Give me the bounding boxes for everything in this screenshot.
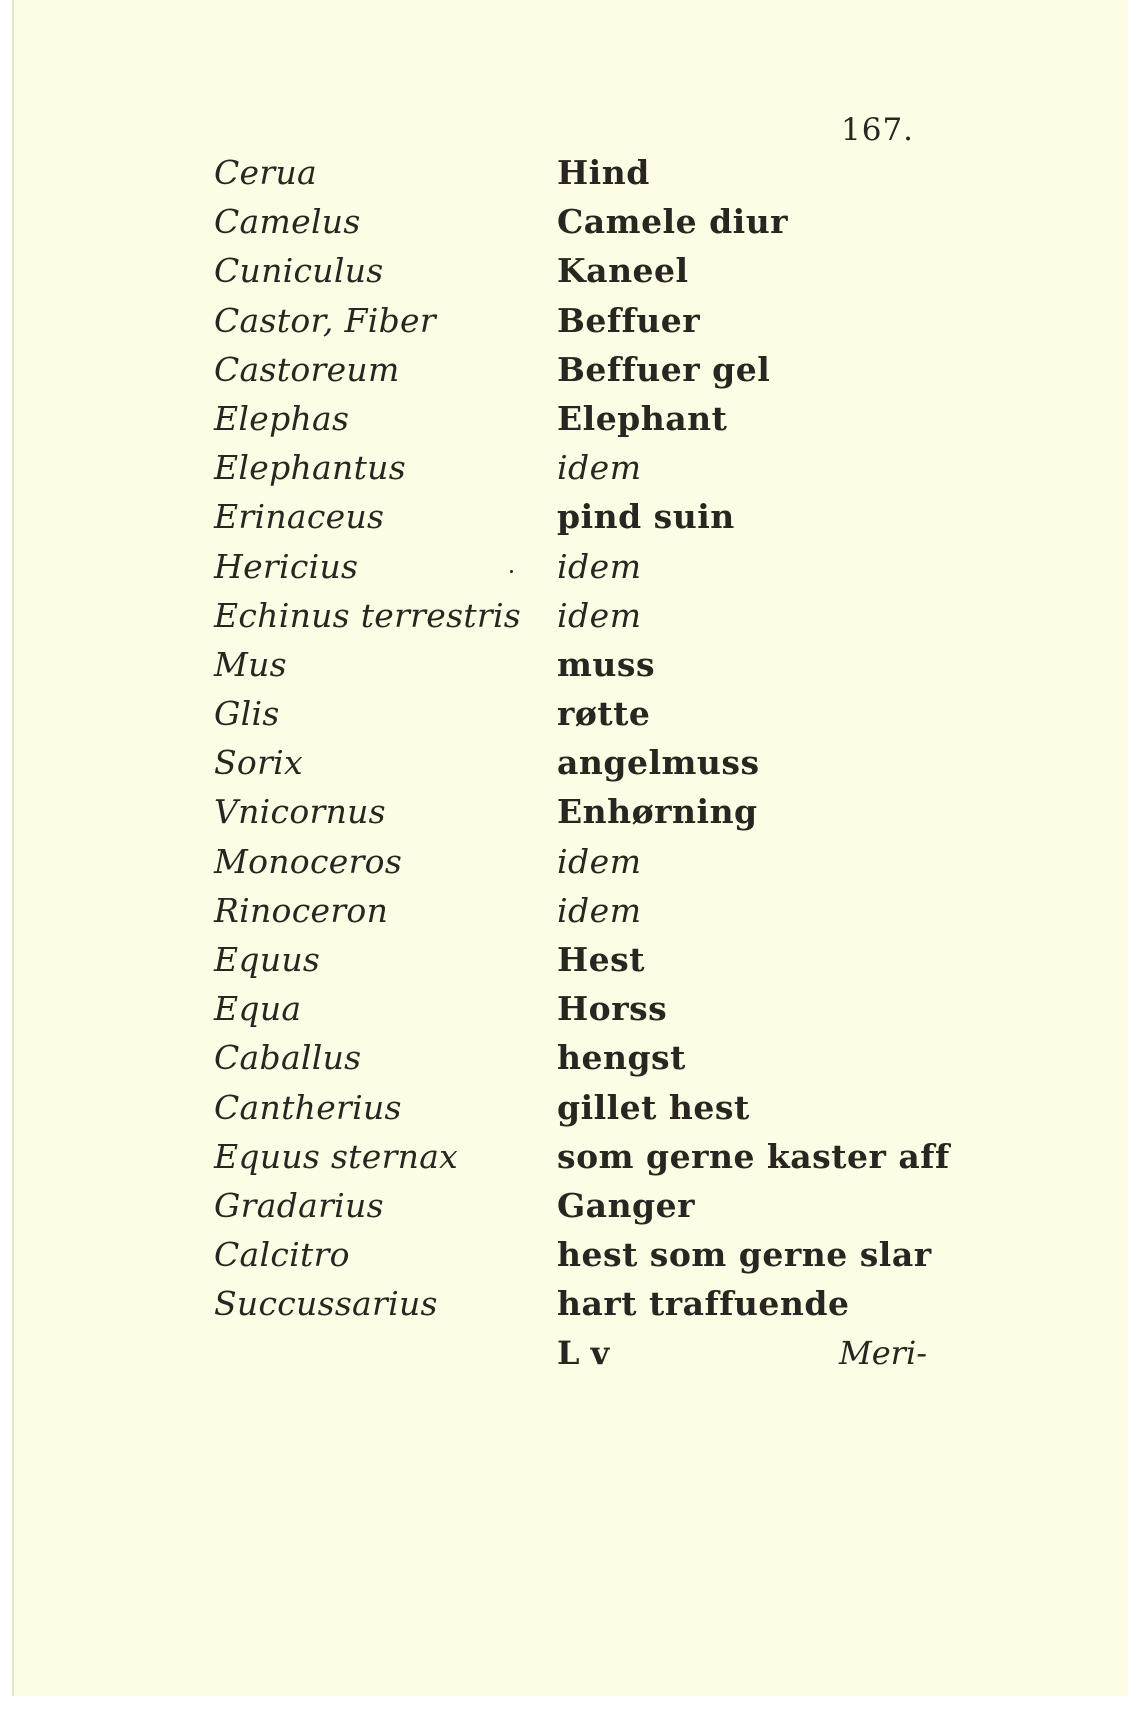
latin-term: Succussarius bbox=[214, 1284, 438, 1324]
page-number: 167. bbox=[841, 112, 915, 148]
latin-term: Camelus bbox=[214, 202, 361, 242]
danish-term: Enhørning bbox=[557, 792, 758, 832]
latin-term: Elephantus bbox=[214, 448, 406, 488]
glossary-row bbox=[214, 738, 934, 787]
glossary-row bbox=[214, 148, 934, 197]
latin-term: Castor, Fiber bbox=[214, 300, 436, 340]
ink-speck bbox=[510, 570, 513, 573]
danish-term: Ganger bbox=[557, 1185, 696, 1225]
latin-term: Equus sternax bbox=[214, 1136, 459, 1176]
danish-term: idem bbox=[557, 595, 642, 635]
glossary-row bbox=[214, 345, 934, 394]
glossary-row bbox=[214, 296, 934, 345]
glossary-row bbox=[214, 591, 934, 640]
latin-term: Calcitro bbox=[214, 1235, 350, 1275]
glossary-list bbox=[214, 148, 950, 1329]
danish-term: pind suin bbox=[557, 497, 735, 537]
glossary-row bbox=[214, 1279, 934, 1328]
latin-term: Castoreum bbox=[214, 349, 400, 389]
latin-term: Cantherius bbox=[214, 1087, 402, 1127]
latin-term: Caballus bbox=[214, 1038, 362, 1078]
latin-term: Echinus terrestris bbox=[214, 595, 522, 635]
latin-term: Vnicornus bbox=[214, 792, 386, 832]
danish-term: idem bbox=[557, 841, 642, 881]
danish-term: Kaneel bbox=[557, 251, 689, 291]
danish-term: som gerne kaster aff bbox=[557, 1136, 950, 1176]
glossary-row bbox=[214, 542, 934, 591]
latin-term: Hericius bbox=[214, 546, 359, 586]
danish-term: Elephant bbox=[557, 398, 728, 438]
danish-term: røtte bbox=[557, 694, 651, 734]
danish-term: hest som gerne slar bbox=[557, 1235, 932, 1275]
glossary-row bbox=[214, 787, 934, 836]
catchword: Meri- bbox=[838, 1334, 927, 1372]
latin-term: Glis bbox=[214, 694, 280, 734]
latin-term: Monoceros bbox=[214, 841, 403, 881]
glossary-row bbox=[214, 689, 934, 738]
glossary-row bbox=[214, 984, 934, 1033]
glossary-row bbox=[214, 492, 934, 541]
latin-term: Equa bbox=[214, 989, 302, 1029]
latin-term: Cerua bbox=[214, 153, 317, 192]
danish-term: hart traffuende bbox=[557, 1284, 850, 1324]
latin-term: Elephas bbox=[214, 398, 350, 438]
danish-term: gillet hest bbox=[557, 1087, 750, 1127]
glossary-row bbox=[214, 1132, 950, 1181]
glossary-row bbox=[214, 394, 934, 443]
danish-term: idem bbox=[557, 890, 642, 930]
latin-term: Mus bbox=[214, 644, 287, 684]
glossary-row bbox=[214, 246, 934, 295]
page-footer bbox=[557, 1334, 927, 1380]
glossary-row bbox=[214, 1181, 934, 1230]
danish-term: Beffuer gel bbox=[557, 349, 771, 389]
latin-term: Equus bbox=[214, 940, 321, 979]
danish-term: Hest bbox=[557, 940, 645, 979]
danish-term: idem bbox=[557, 546, 642, 586]
latin-term: Sorix bbox=[214, 743, 303, 783]
latin-term: Gradarius bbox=[214, 1185, 384, 1225]
glossary-row bbox=[214, 197, 934, 246]
danish-term: idem bbox=[557, 448, 642, 488]
glossary-row bbox=[214, 640, 934, 689]
glossary-row bbox=[214, 1083, 934, 1132]
glossary-row bbox=[214, 886, 934, 935]
latin-term: Cuniculus bbox=[214, 251, 384, 291]
glossary-row bbox=[214, 443, 934, 492]
glossary-row bbox=[214, 1033, 934, 1082]
glossary-row bbox=[214, 837, 934, 886]
latin-term: Rinoceron bbox=[214, 890, 389, 930]
danish-term: Hind bbox=[557, 153, 650, 192]
signature-mark: L v bbox=[557, 1334, 610, 1372]
danish-term: Horss bbox=[557, 989, 668, 1029]
danish-term: angelmuss bbox=[557, 743, 760, 783]
latin-term: Erinaceus bbox=[214, 497, 385, 537]
glossary-row bbox=[214, 935, 934, 984]
danish-term: hengst bbox=[557, 1038, 686, 1078]
danish-term: muss bbox=[557, 644, 656, 684]
danish-term: Beffuer bbox=[557, 300, 701, 340]
danish-term: Camele diur bbox=[557, 202, 789, 242]
glossary-row bbox=[214, 1230, 934, 1279]
book-page bbox=[12, 0, 1128, 1696]
